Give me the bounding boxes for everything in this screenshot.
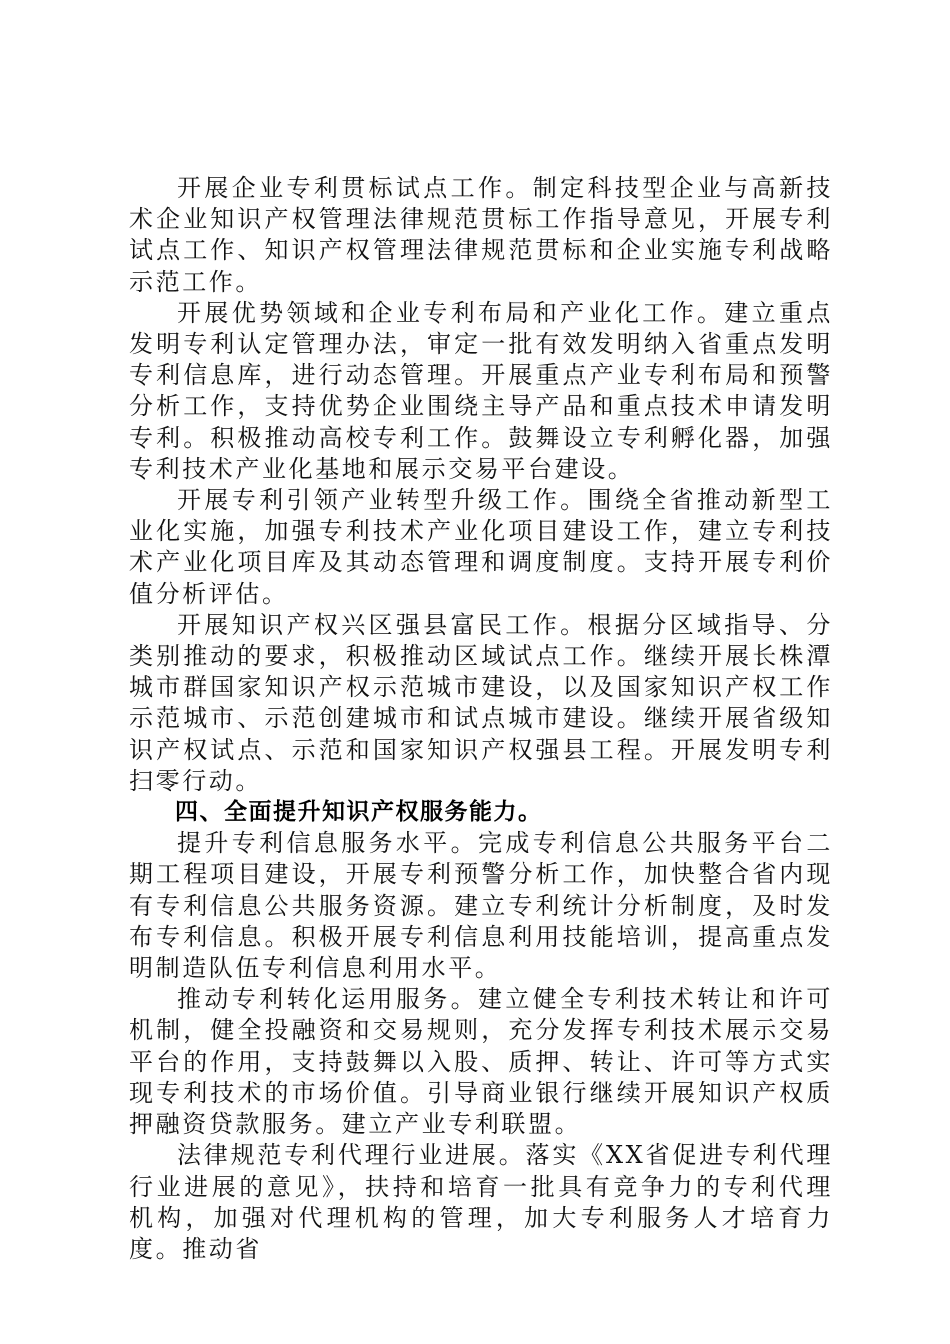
section-heading-service-capability: 四、全面提升知识产权服务能力。 [175,799,543,826]
paragraph-patent-information-service: 提升专利信息服务水平。完成专利信息公共服务平台二期工程项目建设，开展专利预警分析工作，加快整合省内现有专利信息公共服务资源。建立专利统计分析制度，及时发布专利信息。积极开展专利信息利用技能培训，提高重点发明制造队伍专利信息利用水平。 [129,829,833,983]
paragraph-patent-layout-industrialization: 开展优势领域和企业专利布局和产业化工作。建立重点发明专利认定管理办法，审定一批有效发明纳入省重点发明专利信息库，进行动态管理。开展重点产业专利布局和预警分析工作，支持优势企业围绕主导产品和重点技术申请发明专利。积极推动高校专利工作。鼓舞设立专利孵化器，加强专利技术产业化基地和展示交易平台建设。 [129,298,833,483]
paragraph-region-county-work: 开展知识产权兴区强县富民工作。根据分区域指导、分类别推动的要求，积极推动区域试点工作。继续开展长株潭城市群国家知识产权示范城市建设，以及国家知识产权工作示范城市、示范创建城市和试点城市建设。继续开展省级知识产权试点、示范和国家知识产权强县工程。开展发明专利扫零行动。 [129,610,833,795]
document-body [129,173,833,1265]
paragraph-patent-standard-pilot: 开展企业专利贯标试点工作。制定科技型企业与高新技术企业知识产权管理法律规范贯标工作指导意见，开展专利试点工作、知识产权管理法律规范贯标和企业实施专利战略示范工作。 [129,174,833,296]
paragraph-patent-agency-industry: 法律规范专利代理行业进展。落实《XX省促进专利代理行业进展的意见》，扶持和培育一批具有竞争力的专利代理机构，加强对代理机构的管理，加大专利服务人才培育力度。推动省 [129,1141,833,1263]
paragraph-industry-upgrade: 开展专利引领产业转型升级工作。围绕全省推动新型工业化实施，加强专利技术产业化项目建设工作，建立专利技术产业化项目库及其动态管理和调度制度。支持开展专利价值分析评估。 [129,486,833,608]
paragraph-patent-transfer-service: 推动专利转化运用服务。建立健全专利技术转让和许可机制，健全投融资和交易规则，充分发挥专利技术展示交易平台的作用，支持鼓舞以入股、质押、转让、许可等方式实现专利技术的市场价值。引导商业银行继续开展知识产权质押融资贷款服务。建立产业专利联盟。 [129,985,833,1139]
